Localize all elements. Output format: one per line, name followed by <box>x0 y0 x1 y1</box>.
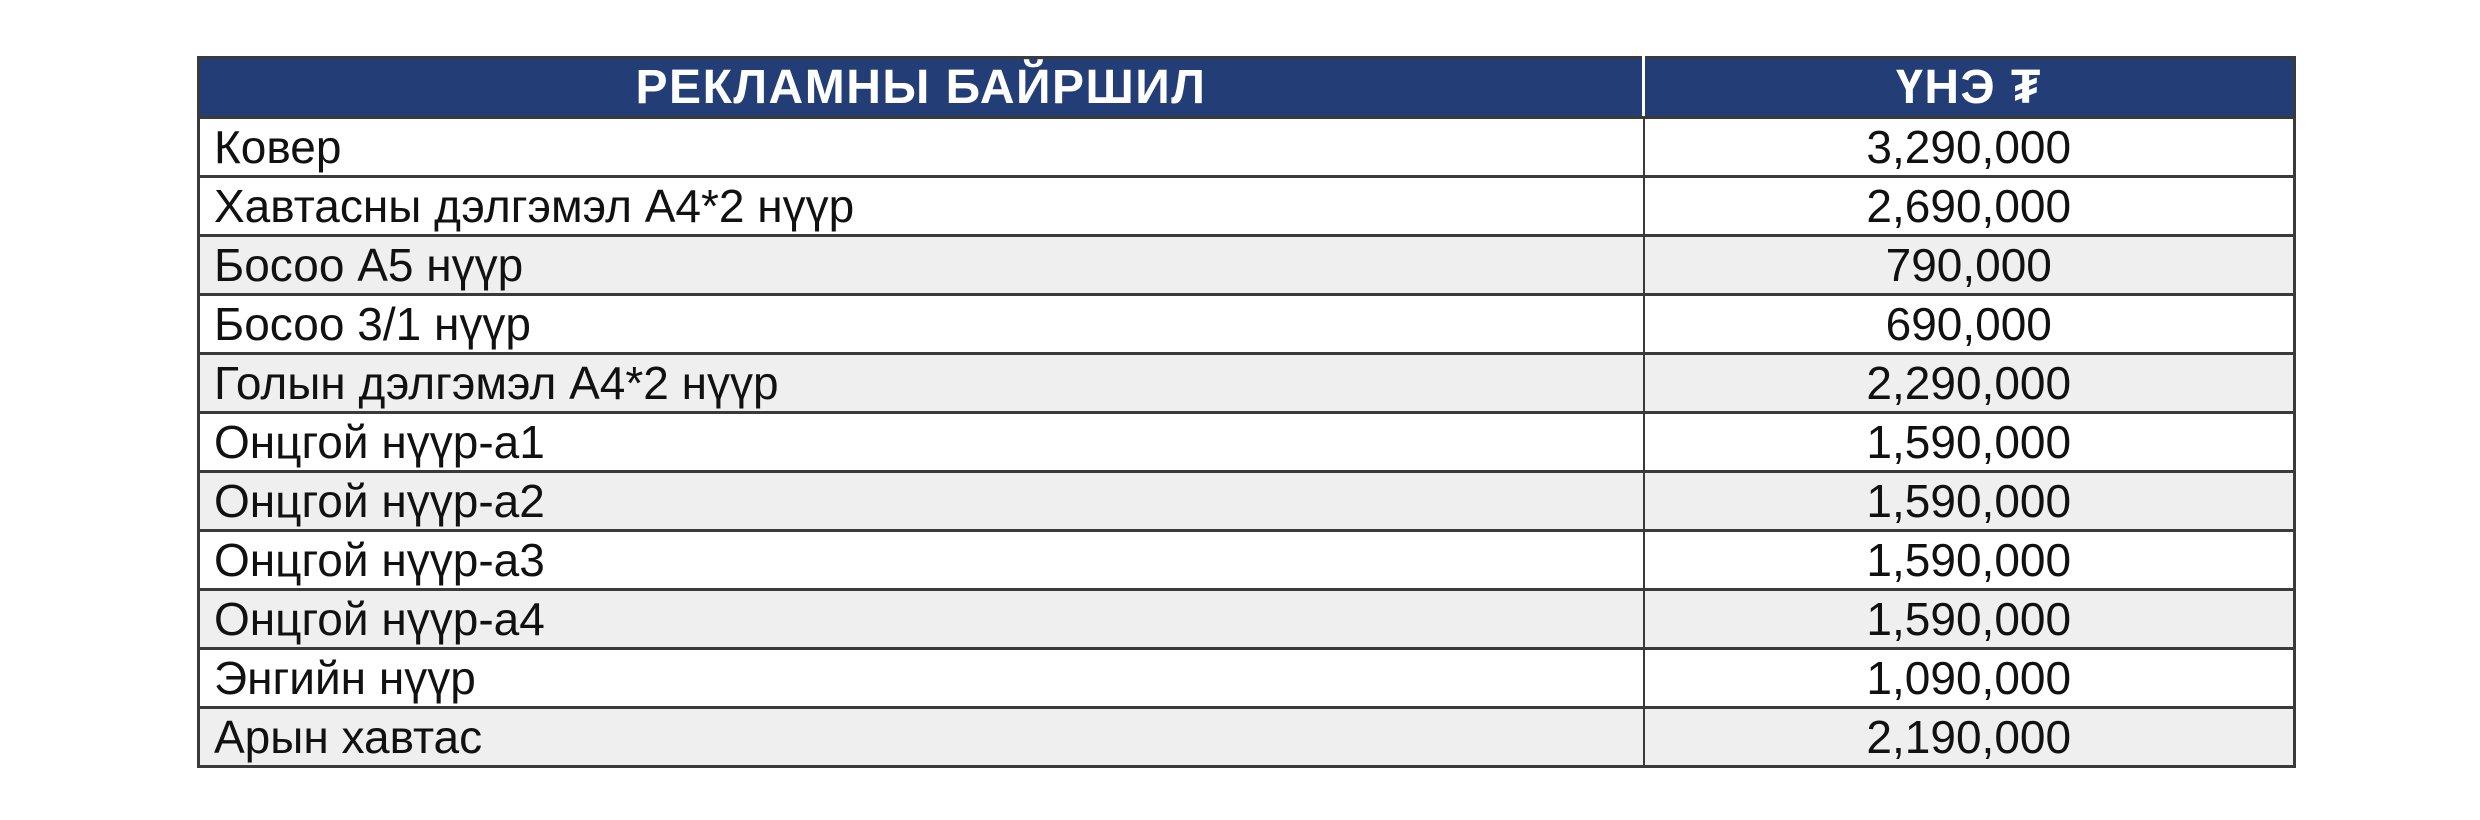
placement-cell: Ковер <box>199 118 1644 177</box>
price-cell: 1,590,000 <box>1644 413 2295 472</box>
price-cell: 690,000 <box>1644 295 2295 354</box>
table-row <box>199 472 2295 531</box>
placement-cell: Арын хавтас <box>199 708 1644 767</box>
price-cell: 2,190,000 <box>1644 708 2295 767</box>
table-row <box>199 236 2295 295</box>
placement-cell: Босоо 3/1 нүүр <box>199 295 1644 354</box>
price-table-head <box>199 58 2295 118</box>
placement-cell: Онцгой нүүр-а2 <box>199 472 1644 531</box>
placement-cell: Голын дэлгэмэл А4*2 нүүр <box>199 354 1644 413</box>
placement-cell: Онцгой нүүр-а1 <box>199 413 1644 472</box>
price-table <box>197 56 2296 768</box>
price-table-body <box>199 118 2295 767</box>
placement-cell: Босоо А5 нүүр <box>199 236 1644 295</box>
price-cell: 1,090,000 <box>1644 649 2295 708</box>
table-row <box>199 590 2295 649</box>
placement-cell: Онцгой нүүр-а3 <box>199 531 1644 590</box>
header-price-label: ҮНЭ ₮ <box>1644 58 2295 118</box>
price-cell: 790,000 <box>1644 236 2295 295</box>
table-row <box>199 354 2295 413</box>
price-cell: 2,290,000 <box>1644 354 2295 413</box>
table-row <box>199 649 2295 708</box>
price-cell: 1,590,000 <box>1644 531 2295 590</box>
price-cell: 1,590,000 <box>1644 590 2295 649</box>
placement-cell: Хавтасны дэлгэмэл А4*2 нүүр <box>199 177 1644 236</box>
header-placement-label: РЕКЛАМНЫ БАЙРШИЛ <box>199 58 1644 118</box>
price-cell: 3,290,000 <box>1644 118 2295 177</box>
table-row <box>199 118 2295 177</box>
table-row <box>199 531 2295 590</box>
table-row <box>199 708 2295 767</box>
price-cell: 1,590,000 <box>1644 472 2295 531</box>
placement-cell: Онцгой нүүр-а4 <box>199 590 1644 649</box>
table-row <box>199 295 2295 354</box>
table-row <box>199 413 2295 472</box>
table-row <box>199 177 2295 236</box>
table-header-row <box>199 58 2295 118</box>
price-cell: 2,690,000 <box>1644 177 2295 236</box>
placement-cell: Энгийн нүүр <box>199 649 1644 708</box>
